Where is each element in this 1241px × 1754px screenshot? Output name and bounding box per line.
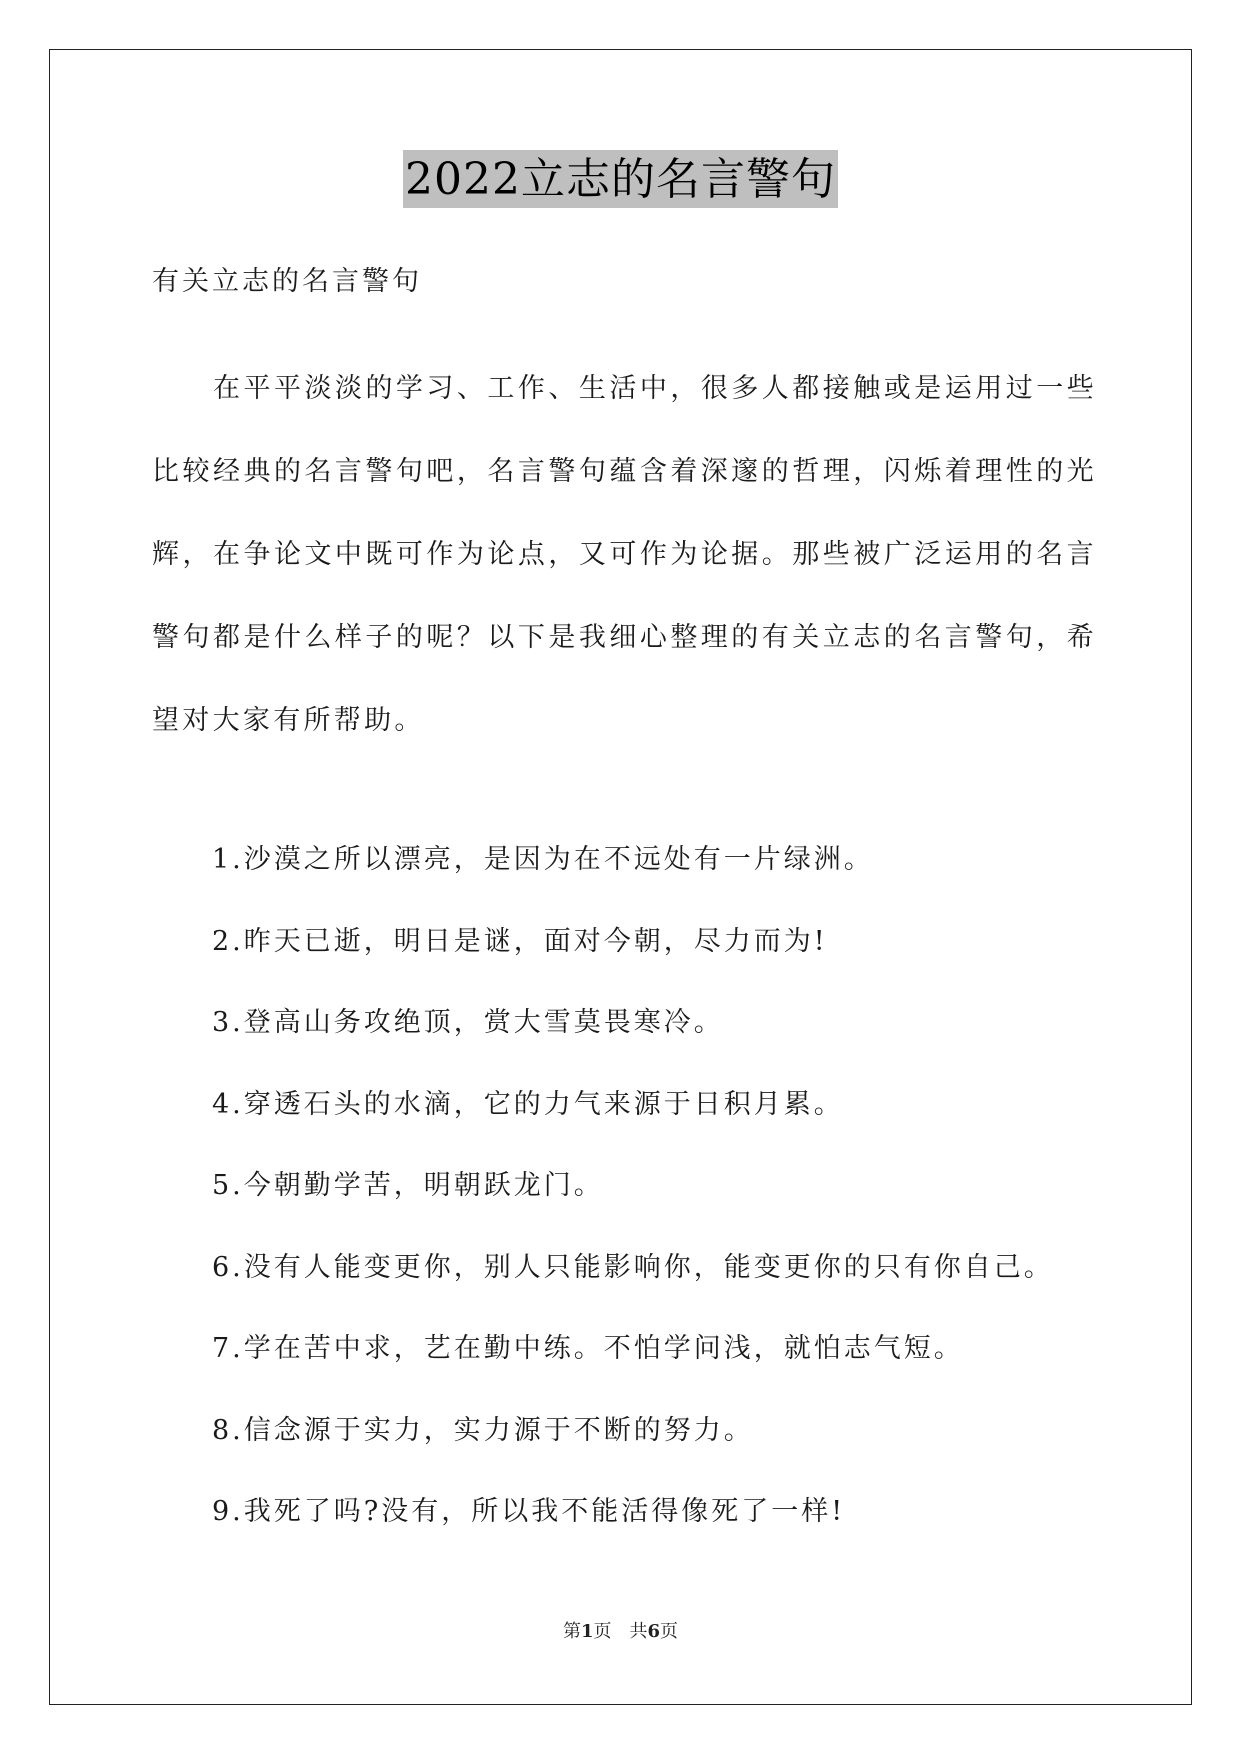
- quote-item: 7.学在苦中求，艺在勤中练。不怕学问浅，就怕志气短。: [212, 1333, 964, 1364]
- page-footer: [0, 1620, 1241, 1644]
- quote-list: [212, 840, 1054, 1574]
- quote-item: 2.昨天已逝，明日是谜，面对今朝，尽力而为!: [212, 925, 828, 957]
- quote-item: 6.没有人能变更你，别人只能影响你，能变更你的只有你自己。: [212, 1251, 1054, 1283]
- page-current: 1: [580, 1621, 594, 1642]
- page-prefix: 第: [562, 1621, 581, 1642]
- quote-item: 5.今朝勤学苦，明朝跃龙门。: [212, 1170, 604, 1201]
- quote-item: 9.我死了吗?没有，所以我不能活得像死了一样!: [212, 1496, 846, 1527]
- total-prefix: 共: [629, 1621, 648, 1642]
- page-total: 6: [647, 1621, 661, 1642]
- document-title: 2022立志的名言警句: [403, 150, 838, 208]
- document-title-container: [0, 150, 1241, 208]
- quote-item: 8.信念源于实力，实力源于不断的努力。: [212, 1414, 754, 1446]
- total-suffix: 页: [660, 1621, 679, 1642]
- intro-paragraph: 在平平淡淡的学习、工作、生活中，很多人都接触或是运用过一些比较经典的名言警句吧，名言警句蕴含着深邃的哲理，闪烁着理性的光辉，在争论文中既可作为论点，又可作为论据。那些被广泛运用的名言警句都是什么样子的呢？以下是我细心整理的有关立志的名言警句，希望对大家有所帮助。: [152, 373, 1097, 736]
- quote-item: 3.登高山务攻绝顶，赏大雪莫畏寒冷。: [212, 1007, 724, 1038]
- quote-item: 1.沙漠之所以漂亮，是因为在不远处有一片绿洲。: [212, 844, 874, 875]
- page-suffix: 页: [593, 1621, 612, 1642]
- quote-item: 4.穿透石头的水滴，它的力气来源于日积月累。: [212, 1088, 844, 1120]
- document-subtitle: 有关立志的名言警句: [152, 266, 422, 297]
